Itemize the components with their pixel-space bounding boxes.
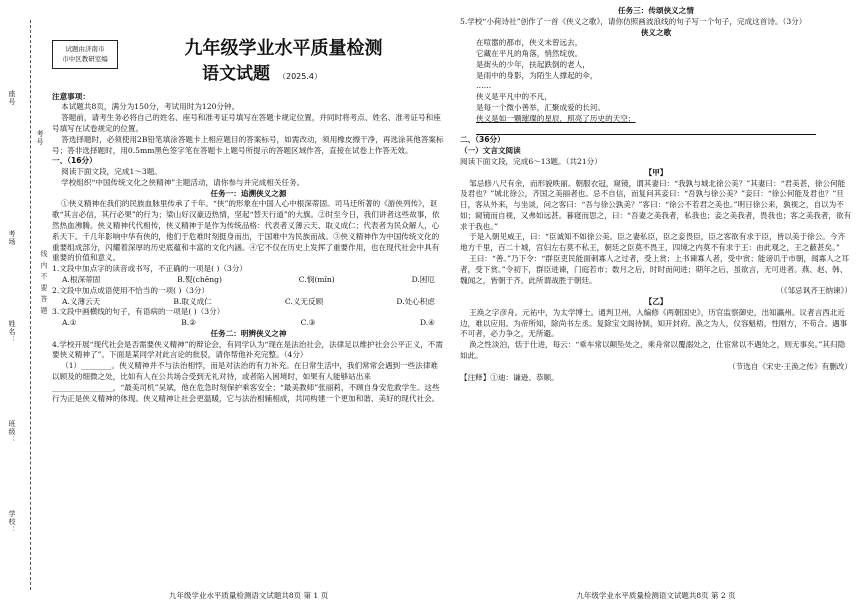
question-3: 3.文段中画横线的句子，有语病的一项是( )（3分）: [52, 307, 225, 317]
source-jia: （《邹忌讽齐王纳谏》）: [776, 286, 852, 296]
question-2: 2.文段中加点成语使用不恰当的一项( )（3分）: [52, 285, 210, 295]
no-answer-notice: 线 内 不 要 答 题: [39, 250, 48, 315]
q2-options: A.义薄云天 B.取义成仁 C.义无反顾 D.处心积虑: [62, 296, 435, 306]
notes: 注意事项： 本试题共8页，满分为150分，考试用时为120分钟。 答题前，请考生务必将自己的姓名、座号和准考证号填写在答题卡规定位置，并同时将考点、姓名、准考证号和座号填写在试卷规定的位置。 答选择题时，必须使用2B铅笔填涂答题卡上相应题目的答案标号，如需改动，须用橡皮擦干净，再选涂其他答案标号；答非选择题时，用0.5mm黑色签字笔在答题卡上题号所提示的答题区域作答，直接在试卷上作答无效。: [52, 91, 444, 155]
question-5: 5.学校“小荷诗社”创作了一首《侠义之歌》，请你仿照画波浪线的句子写一个句子，完成这首诗。（3分）: [460, 16, 807, 26]
passage-yi-p1: 王涣之字彦舟。元祐中，为太学博士。通判卫州，入编修《两朝国史》，历官监察御史，出知瀛州。议者言西北近边，难以应用。为帝所知，除尚书左丞。复除宝文阁待制，知开封府。涣之为人，仪容魁梧，性刚方，不苟合。遇事不可者，必力争之，无所避。: [460, 307, 848, 339]
seat-label: 座号: [7, 90, 16, 106]
left-column: 试题由济南市 市中区教研室编 九年级学业水平质量检测 语文试题 （2025.4） 注意事项： 本试题共8页，满分为150分，考试用时为120分钟。 答题前，请考生务必将自己的姓名、座号和准考证号填写在答题卡规定位置，并同时将考点、姓名、准考证号和座号填写在试卷规定的位置。 答选择题时，必须使用2B铅笔填涂答题卡上相应题目的答案标号，如需改动，须用橡皮擦干净，再选涂其他答案标号；答非选择题时，用0.5mm黑色签字笔在答题卡上题号所提示的答题区域作答，直接在试卷上作答无效。 一、（16分） 阅读下面文段，完成1～3题。 学校组织“中国传统文化之侠精神”主题活动，请你参与并完成相关任务。 任务一：追溯侠义之源 ①侠义精神在我们的民族血脉里传承了千年。“侠”的形象在中国人心中根深蒂固。司马迁所著的《游侠列传》，讴歌“其言必信，其行必果”的行为；梁山好汉豪迈热情，坚起“替天行道”的大旗。②时至今日，我们讲者这些故事，依然热血沸腾。侠义精神代代相传，侠义精神于是作为传统品格：代表者义薄云天、取义成仁；代表者为民众解人，心系天下。千几年影响中华有侠的，他们于危难时刻挺身而出，于国难中为民族而战。③侠义精神作为中国传统文化的重要组成部分，闪耀着深厚的历史底蕴和丰富的文化内涵。④它不仅在历史上发挥了重要作用，也在现代社会中具有重要的价值和意义。 1.文段中加点字的读音或书写，不正确的一项是( )（3分） A.根深蒂固 B.熨(chēng) C.悯(mǐn) D.困厄 2.文段中加点成语使用不恰当的一项( )（3分） A.义薄云天 B.取义成仁 C.义无反顾 D.处心积虑 3.文段中画横线的句子，有语病的一项是( )（3分） A.① B.② C.③ D.④ 任务二：明辨侠义之神 4.学校开展“现代社会是否需要侠义精神”的辩论会，有同学认为“现在是法治社会，法律足以维护社会公平正义，不需要侠义精神了”。下面是某同学对此言论的批驳，请你帮他补充完整。（4分） （1）________。侠义精神并不与法治相悖，而是对法治的有力补充。在日常生活中，我们常常会遇到一些法律难以顾及的细微之处，比如有人在公共场合受到无礼对待，或者陷入困境时，如果有人能够站出来________________，“最美司机”吴斌，他在危急时刻保护乘客安全；“最美教师”张丽莉，不顾自身安危救学生。这些行为正是侠义精神的体现。侠义精神让社会更温暖，它与法治相辅相成，共同构建一个更加和谐、美好的现代社会。: [52, 38, 444, 403]
exam-date: （2025.4）: [278, 71, 322, 81]
seat-number-label: 考号: [35, 130, 44, 146]
poem: 在喧嚣的都市，侠义未曾远去， 它藏在平凡的角落，悄然绽放。 是街头的少年，扶起跌倒的老人， 是雨中的身影，为陌生人撑起的伞， …… 侠义是平凡中的不凡， 是每一个微小善举，汇聚成爱的长河。 侠义是如一颗璀璨的星辰，照亮了历史的天空；: [460, 38, 852, 135]
task-three: 任务三：传颂侠义之情: [618, 6, 694, 15]
poem-title: 侠义之歌: [640, 27, 672, 37]
passage-jia-p2: 于是入朝见威王，曰：“臣诚知不如徐公美。臣之妻私臣，臣之妾畏臣，臣之客欲有求于臣，皆以美于徐公。今齐地方千里，百二十城，宫妇左右莫不私王，朝廷之臣莫不畏王，四境之内莫不有求于王：由此观之，王之蔽甚矣。”: [460, 232, 846, 253]
passage-yi-label: 【乙】: [644, 297, 668, 307]
passage-jia-p3: 王曰：“善。”乃下令：“群臣吏民能面刺寡人之过者，受上赏；上书谏寡人者，受中赏；能谤讥于市朝，闻寡人之耳者，受下赏。”令初下，群臣进谏，门庭若市；数月之后，时时而间进；期年之后，虽欲言，无可进者。燕、赵、韩、魏闻之，皆朝于齐。此所谓战胜于朝廷。: [460, 253, 850, 285]
exam-room-label: 考场: [7, 230, 16, 246]
exam-title: 九年级学业水平质量检测: [184, 38, 383, 59]
passage-jia-label: 【甲】: [644, 167, 668, 177]
section-one: 一、（16分）: [52, 156, 97, 166]
name-label: 姓名：: [7, 320, 16, 344]
subject-title: 语文试题 （2025.4）: [202, 63, 322, 84]
passage-yi-p2: 涣之性淡泊，恬于仕进，每云：“乘车常以颠坠处之，乘舟常以覆溺处之，仕宦常以不遇处之，则无事矣。”其归隐如此。: [460, 340, 846, 360]
passage-jia-p1: 邹忌修八尺有余，而形貌昳丽。朝服衣冠，窥镜，谓其妻曰：“我孰与城北徐公美？”其妻曰：“君美甚，徐公何能及君也？”城北徐公，齐国之美丽者也。忌不自信，而复问其妾曰：“吾孰与徐公美？”妾曰：“徐公何能及君也？”旦日，客从外来，与坐谈，问之客曰：“吾与徐公孰美？”客曰：“徐公不若君之美也。”明日徐公来，孰视之，自以为不如；窥镜而自视，又弗如远甚。暮寝而思之，曰：“吾妻之美我者，私我也；妾之美我者，畏我也；客之美我者，欲有求于我也。”: [460, 178, 852, 231]
right-column: 任务三：传颂侠义之情 5.学校“小荷诗社”创作了一首《侠义之歌》，请你仿照画波浪线的句子写一个句子，完成这首诗。（3分） 侠义之歌 在喧嚣的都市，侠义未曾远去， 它藏在平凡的角落，悄然绽放。 是街头的少年，扶起跌倒的老人， 是雨中的身影，为陌生人撑起的伞， …… 侠义是平凡中的不凡， 是每一个微小善举，汇聚成爱的长河。 侠义是如一颗璀璨的星辰，照亮了历史的天空； 二、（36分） （一）文言文阅读 阅读下面文段，完成6～13题。（共21分） 【甲】 邹忌修八尺有余，而形貌昳丽。朝服衣冠，窥镜，谓其妻曰：“我孰与城北徐公美？”其妻曰：“君美甚，徐公何能及君也？”城北徐公，齐国之美丽者也。忌不自信，而复问其妾曰：“吾孰与徐公美？”妾曰：“徐公何能及君也？”旦日，客从外来，与坐谈，问之客曰：“吾与徐公孰美？”客曰：“徐公不若君之美也。”明日徐公来，孰视之，自以为不如；窥镜而自视，又弗如远甚。暮寝而思之，曰：“吾妻之美我者，私我也；妾之美我者，畏我也；客之美我者，欲有求于我也。” 于是入朝见威王，曰：“臣诚知不如徐公美。臣之妻私臣，臣之妾畏臣，臣之客欲有求于臣，皆以美于徐公。今齐地方千里，百二十城，宫妇左右莫不私王，朝廷之臣莫不畏王，四境之内莫不有求于王：由此观之，王之蔽甚矣。” 王曰：“善。”乃下令：“群臣吏民能面刺寡人之过者，受上赏；上书谏寡人者，受中赏；能谤讥于市朝，闻寡人之耳者，受下赏。”令初下，群臣进谏，门庭若市；数月之后，时时而间进；期年之后，虽欲言，无可进者。燕、赵、韩、魏闻之，皆朝于齐。此所谓战胜于朝廷。 （《邹忌讽齐王纳谏》） 【乙】 王涣之字彦舟。元祐中，为太学博士。通判卫州，入编修《两朝国史》，历官监察御史，出知瀛州。议者言西北近边，难以应用。为帝所知，除尚书左丞。复除宝文阁待制，知开封府。涣之为人，仪容魁梧，性刚方，不苟合。遇事不可者，必力争之，无所避。 涣之性淡泊，恬于仕进，每云：“乘车常以颠坠处之，乘舟常以覆溺处之，仕宦常以不遇处之，则无事矣。”其归隐如此。 （节选自《宋史·王涣之传》有删改） 【注释】①迪：谦逊、恭顺。: [460, 6, 852, 382]
question-1: 1.文段中加点字的读音或书写，不正确的一项是( )（3分）: [52, 264, 248, 274]
footer-page-1: 九年级学业水平质量检测语文试题共8页 第 1 页: [168, 591, 329, 601]
answer-blank[interactable]: [476, 126, 816, 135]
source-stamp: 试题由济南市 市中区教研室编: [52, 40, 118, 69]
class-label: 班级：: [7, 420, 16, 444]
footer-page-2: 九年级学业水平质量检测语文试题共8页 第 2 页: [576, 591, 736, 601]
school-label: 学校：: [7, 510, 16, 534]
question-4-passage: （1）________。侠义精神并不与法治相悖，而是对法治的有力补充。在日常生活中，我们常常会遇到一些法律难以顾及的细微之处，比如有人在公共场合受到无礼对待，或者陷入困境时，如果有人能够站出来________________，“最美司机”吴斌，他在危急时刻保护乘客安全；“最美教师”张丽莉，不顾自身安危救学生。这些行为正是侠义精神的体现。侠义精神让社会更温暖，它与法治相辅相成，共同构建一个更加和谐、美好的现代社会。: [52, 361, 440, 403]
binding-strip: [0, 0, 48, 608]
task-one: 任务一：追溯侠义之源: [210, 188, 287, 198]
question-4: 4.学校开展“现代社会是否需要侠义精神”的辩论会，有同学认为“现在是法治社会，法律足以维护社会公平正义，不需要侠义精神了”。下面是某同学对此言论的批驳，请你帮他补充完整。（4分）: [52, 339, 443, 360]
annotation: 【注释】①迪：谦逊、恭顺。: [460, 372, 559, 382]
q3-options: A.① B.② C.③ D.④: [62, 318, 435, 328]
source-yi: （节选自《宋史·王涣之传》有删改）: [728, 361, 852, 371]
task-two: 任务二：明辨侠义之神: [210, 328, 287, 338]
cut-line: [30, 20, 31, 590]
q1-options: A.根深蒂固 B.熨(chēng) C.悯(mǐn) D.困厄: [62, 274, 435, 284]
section-two: 二、（36分）: [460, 135, 505, 145]
passage-one: ①侠义精神在我们的民族血脉里传承了千年。“侠”的形象在中国人心中根深蒂固。司马迁所著的《游侠列传》，讴歌“其言必信，其行必果”的行为；梁山好汉豪迈热情，坚起“替天行道”的大旗。②时至今日，我们讲者这些故事，依然热血沸腾。侠义精神代代相传，侠义精神于是作为传统品格：代表者义薄云天、取义成仁；代表者为民众解人，心系天下。千几年影响中华有侠的，他们于危难时刻挺身而出，于国难中为民族而战。③侠义精神作为中国传统文化的重要组成部分，闪耀着深厚的历史底蕴和丰富的文化内涵。④它不仅在历史上发挥了重要作用，也在现代社会中具有重要的价值和意义。: [52, 199, 440, 263]
